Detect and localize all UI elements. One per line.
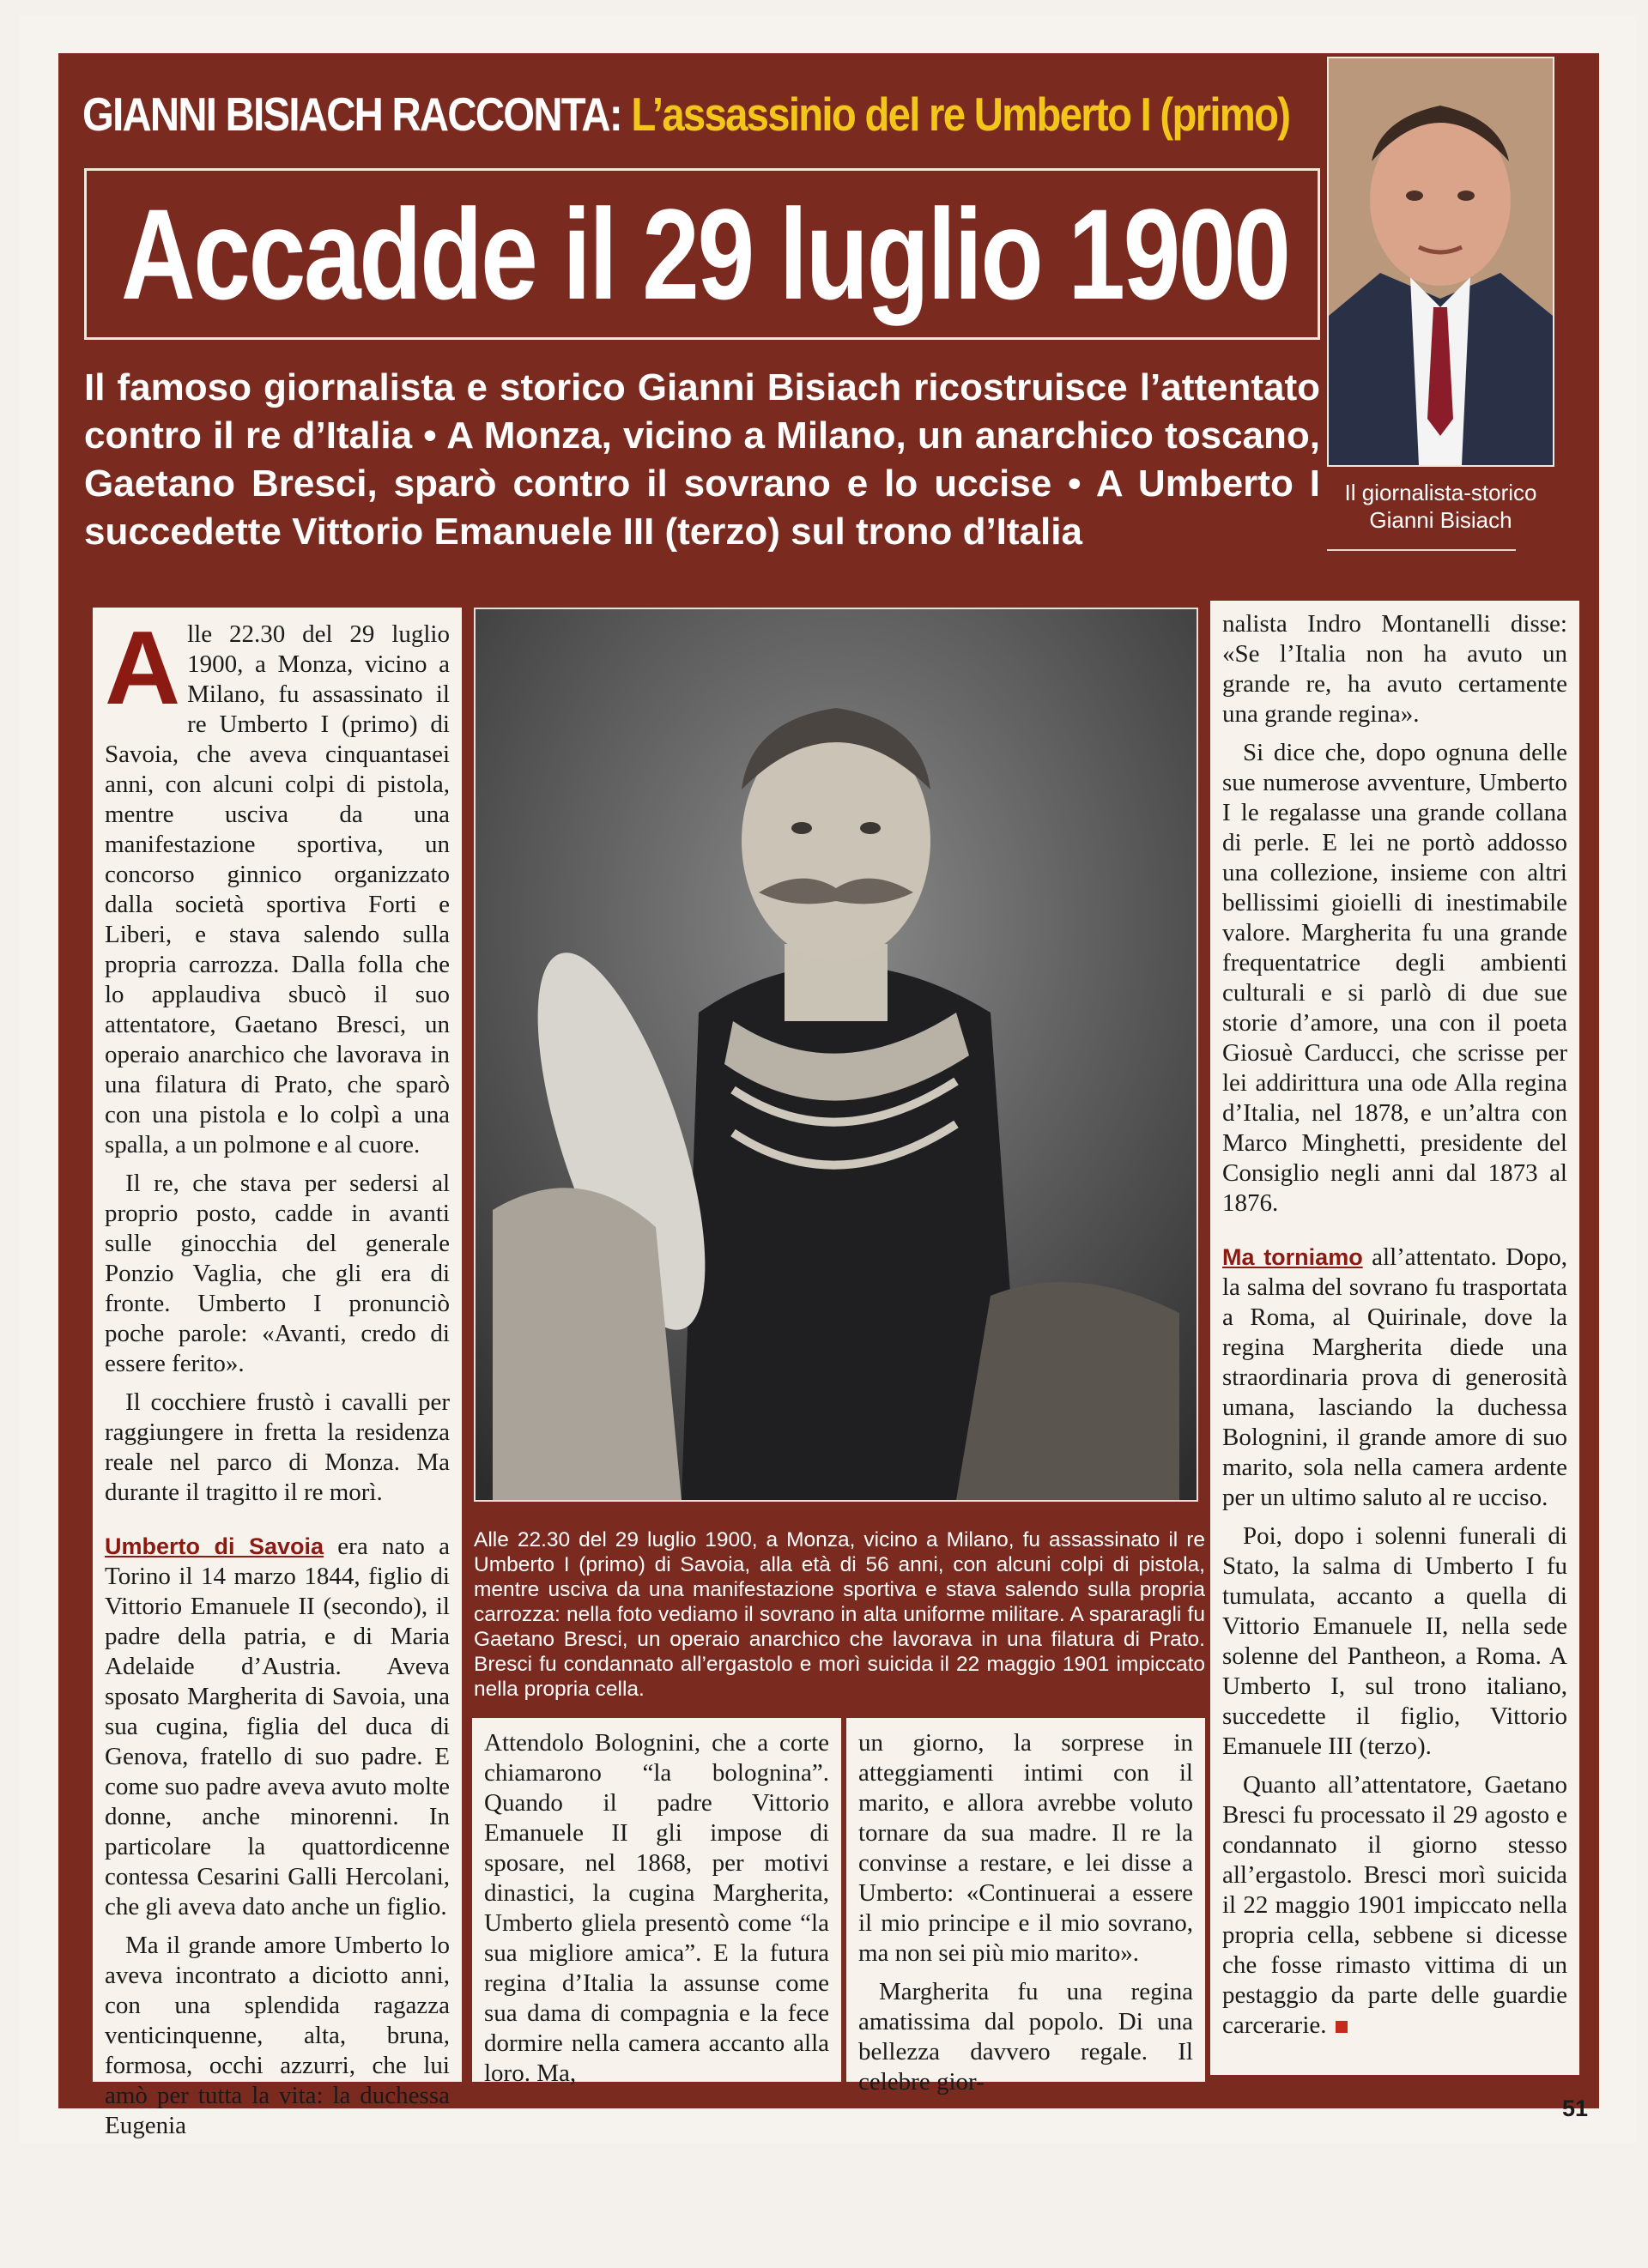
section-paragraph	[105, 1532, 450, 1922]
king-portrait-illustration	[476, 609, 1197, 1500]
run-in-heading: Umberto di Savoia	[105, 1533, 324, 1559]
drop-cap: A	[105, 609, 181, 726]
portrait-caption-name: Gianni Bisiach	[1369, 507, 1512, 533]
end-of-article-mark	[1336, 2021, 1348, 2033]
portrait-illustration	[1329, 58, 1553, 465]
section-text: all’attentato. Dopo, la salma del sovrano fu trasportata a Roma, al Quirinale, dove la regina Margherita diede una straordinaria prova di generosità umana, lasciando la duchessa Bolognini, il grande amore di suo marito, sola nella camera ardente per un ultimo saluto al re ucciso.	[1222, 1243, 1567, 1511]
paragraph: Il cocchiere frustò i cavalli per raggiungere in fretta la residenza reale nel parco di Monza. Ma durante il tragitto il re morì.	[105, 1388, 450, 1506]
kicker-lead: GIANNI BISIACH RACCONTA:	[82, 88, 621, 141]
king-umberto-photo	[474, 608, 1198, 1502]
paragraph: Margherita fu una regina amatissima dal popolo. Di una bellezza davvero regale. Il celebre gior-	[858, 1978, 1193, 2096]
headline: Accadde il 29 luglio 1900	[121, 182, 1289, 326]
paragraph: un giorno, la sorprese in atteggiamenti intimi con il marito, e allora avrebbe voluto tornare da sua madre. Il re la convinse a restare, e lei disse a Umberto: «Continuerai a essere il mio principe e il mio sovrano, ma non sei più mio marito».	[858, 1729, 1193, 1967]
article-column-4	[1210, 601, 1579, 2075]
article-column-1	[93, 608, 462, 2139]
kicker-subject: L’assassinio del re Umberto I (primo)	[631, 88, 1290, 141]
paragraph: Ma il grande amore Umberto lo aveva incontrato a diciotto anni, con una splendida ragazza venticinquenne, alta, bruna, formosa, occhi azzurri, che lui amò per tutta la vita: la duchessa Eugenia	[105, 1932, 450, 2139]
paragraph: Il re, che stava per sedersi al proprio posto, cadde in avanti sulle ginocchia del generale Ponzio Vaglia, che gli era di fronte. Umberto I pronunciò poche parole: «Avanti, credo di essere ferito».	[105, 1170, 450, 1377]
kicker	[82, 76, 1290, 153]
headline-box	[84, 168, 1320, 340]
standfirst: Il famoso giornalista e storico Gianni Bisiach ricostruisce l’attentato contro il re d’Italia • A Monza, vicino a Milano, un anarchico toscano, Gaetano Bresci, sparò contro il sovrano e lo uccise • A Umberto I succedette Vittorio Emanuele III (terzo) sul trono d’Italia	[84, 366, 1320, 553]
run-in-heading: Ma torniamo	[1222, 1244, 1363, 1270]
lead-paragraph	[105, 609, 450, 1160]
journalist-portrait-photo	[1327, 57, 1554, 467]
closing-paragraph	[1222, 1770, 1567, 2041]
paragraph: Poi, dopo i solenni funerali di Stato, la salma di Umberto I fu tumulata, accanto a quella di Vittorio Emanuele II, nella sede solenne del Pantheon, a Roma. A Umberto I, sul trono italiano, succedette il figlio, Vittorio Emanuele III (terzo).	[1222, 1522, 1567, 1760]
photo-caption: Alle 22.30 del 29 luglio 1900, a Monza, vicino a Milano, fu assassinato il re Umberto I (primo) di Savoia, alla età di 56 anni, con alcuni colpi di pistola, mentre usciva da una manifestazione sportiva e stava salendo sulla propria carrozza: nella foto vediamo il sovrano in alta uniforme militare. A spararagli fu Gaetano Bresci, un operaio anarchico che lavorava in una filatura di Prato. Bresci fu condannato all’ergastolo e morì suicida il 22 maggio 1901 impiccato nella propria cella.	[474, 1528, 1205, 1701]
article-column-3	[846, 1718, 1205, 2096]
portrait-caption	[1327, 479, 1554, 534]
portrait-caption-role: Il giornalista-storico	[1344, 480, 1537, 505]
article-column-2	[472, 1718, 841, 2087]
page-number: 51	[1562, 2096, 1589, 2121]
closing-text: Quanto all’attentatore, Gaetano Bresci fu processato il 29 agosto e condannato il giorno stesso all’ergastolo. Bresci morì suicida il 22 maggio 1901 impiccato nella propria cella, sebbene si dicesse che fosse rimasto vittima di un pestaggio da parte delle guardie carcerarie.	[1222, 1771, 1567, 2039]
paragraph: nalista Indro Montanelli disse: «Se l’Italia non ha avuto un grande re, ha avuto certamente una grande regina».	[1222, 610, 1567, 728]
paragraph: Attendolo Bolognini, che a corte chiamarono “la bolognina”. Quando il padre Vittorio Emanuele II gli impose di sposare, nel 1868, per motivi dinastici, la cugina Margherita, Umberto gliela presentò come “la sua migliore amica”. E la futura regina d’Italia la assunse come sua dama di compagnia e la fece dormire nella camera accanto alla loro. Ma,	[484, 1729, 829, 2087]
section-paragraph	[1222, 1243, 1567, 1513]
paragraph: Si dice che, dopo ognuna delle sue numerose avventure, Umberto I le regalasse una grande collana di perle. E lei ne portò addosso una collezione, insieme con altri bellissimi gioielli di inestimabile valore. Margherita fu una grande frequentatrice degli ambienti culturali e si parlò di due sue storie d’amore, una con il poeta Giosuè Carducci, che scrisse per lei addirittura una ode Alla regina d’Italia, nel 1878, e un’altra con Marco Minghetti, presidente del Consiglio negli anni dal 1873 al 1876.	[1222, 739, 1567, 1217]
section-text: era nato a Torino il 14 marzo 1844, figlio di Vittorio Emanuele II (secondo), il padre della patria, e di Maria Adelaide d’Austria. Aveva sposato Margherita di Savoia, una sua cugina, figlia del duca di Genova, fratello di suo padre. E come suo padre aveva avuto molte donne, anche minorenni. In particolare la quattordicenne contessa Cesarini Galli Hercolani, che gli aveva dato anche un figlio.	[105, 1533, 451, 1920]
lead-text: lle 22.30 del 29 luglio 1900, a Monza, vicino a Milano, fu assassinato il re Umberto I (primo) di Savoia, che aveva cinquantasei anni, con alcuni colpi di pistola, mentre usciva da una manifestazione sportiva, un concorso ginnico organizzato dalla società sportiva Forti e Liberi, e stava salendo sulla propria carrozza. Dalla folla che lo applaudiva sbucò il suo attentatore, Gaetano Bresci, un operaio anarchico che lavorava in una filatura di Prato, che sparò con una pistola e lo colpì a una spalla, a un polmone e al cuore.	[105, 620, 450, 1158]
caption-divider	[1327, 549, 1516, 551]
